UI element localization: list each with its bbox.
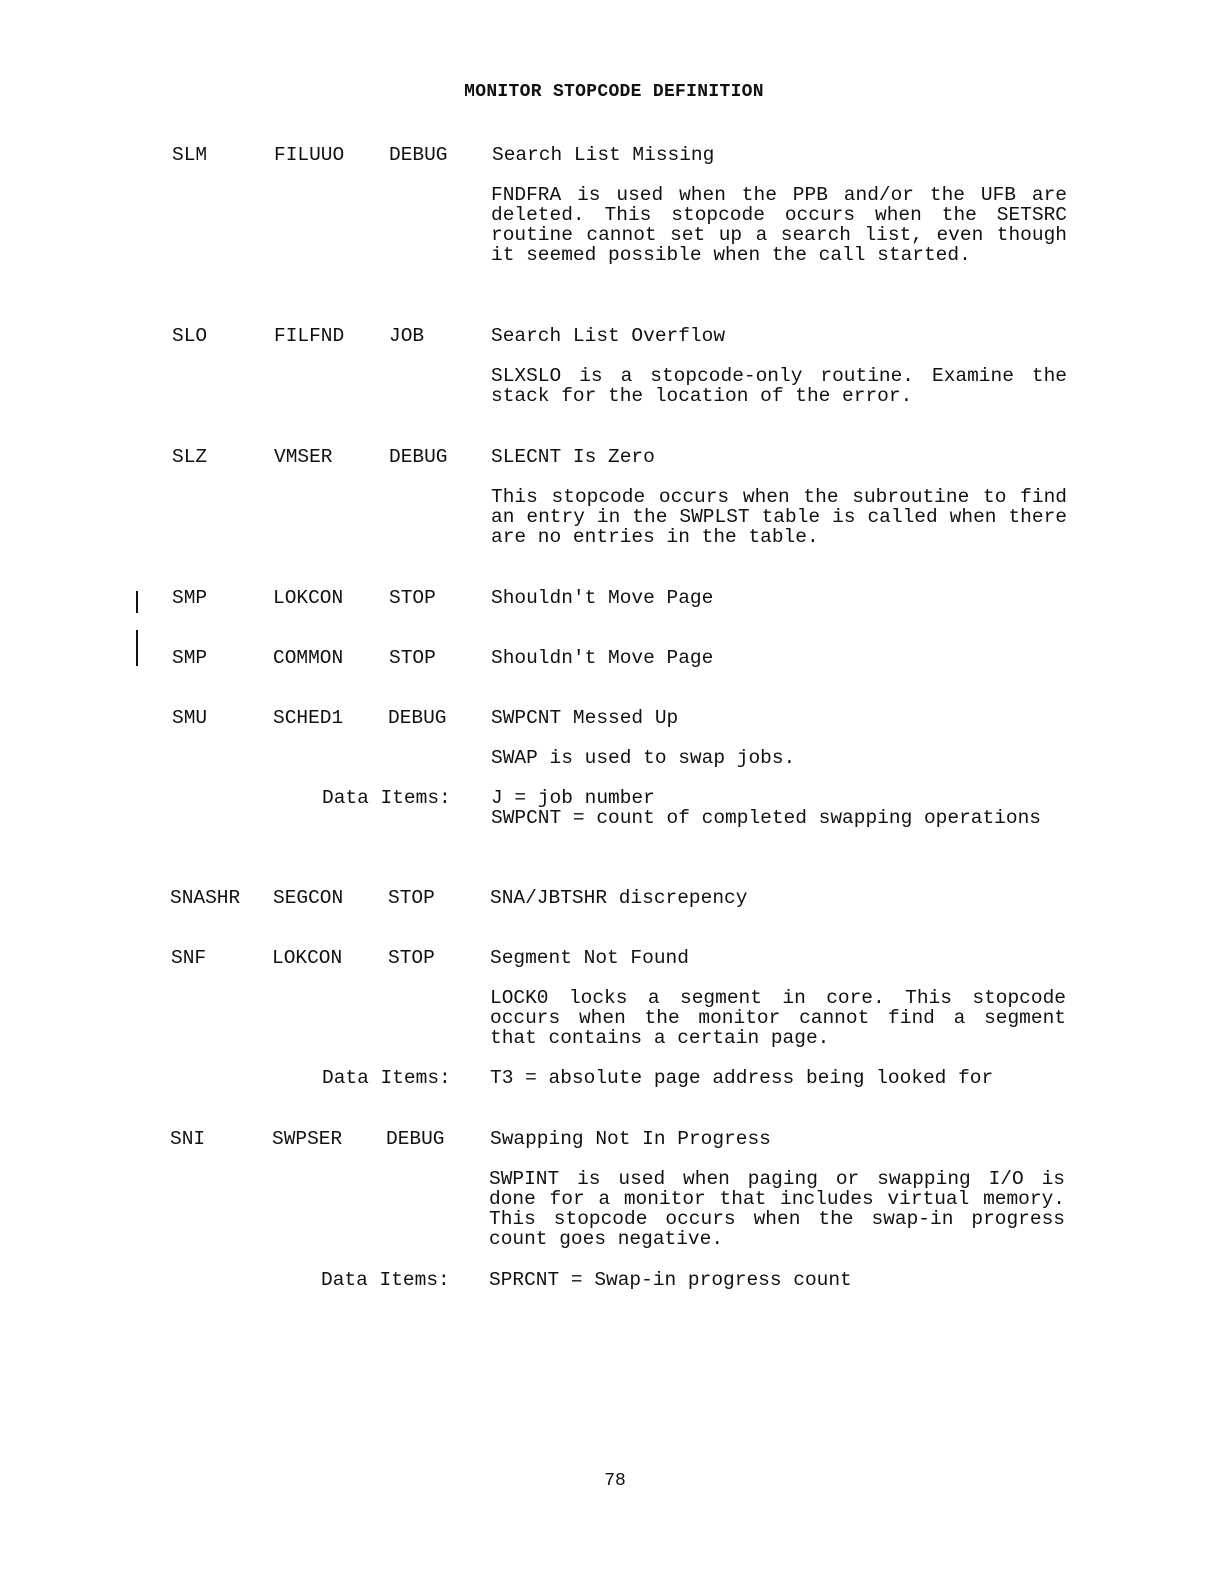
stopcode-name: SWPCNT Messed Up <box>491 707 679 729</box>
stopcode-module: VMSER <box>274 446 333 468</box>
stopcode-code: SMP <box>172 587 208 609</box>
stopcode-module: COMMON <box>273 647 344 669</box>
stopcode-type: STOP <box>388 887 435 909</box>
stopcode-code: SMU <box>172 707 208 729</box>
stopcode-type: DEBUG <box>389 446 448 468</box>
stopcode-description: SWPINT is used when paging or swapping I/O is done for a monitor that includes virtual memory. This stopcode occurs when the swap-in progress count goes negative. <box>489 1168 1065 1250</box>
data-items-label: Data Items: <box>322 1067 451 1089</box>
stopcode-name: Search List Overflow <box>491 325 726 347</box>
page-title: MONITOR STOPCODE DEFINITION <box>464 82 764 102</box>
stopcode-description: This stopcode occurs when the subroutine to find an entry in the SWPLST table is called when there are no entries in the table. <box>491 486 1067 548</box>
stopcode-description: SWAP is used to swap jobs. <box>491 747 796 769</box>
stopcode-name: Segment Not Found <box>490 947 689 969</box>
stopcode-description: LOCK0 locks a segment in core. This stopcode occurs when the monitor cannot find a segment that contains a certain page. <box>490 987 1066 1049</box>
change-bar <box>136 591 138 613</box>
stopcode-code: SLO <box>172 325 208 347</box>
data-item: SPRCNT = Swap-in progress count <box>489 1269 852 1291</box>
stopcode-type: STOP <box>389 647 436 669</box>
stopcode-module: LOKCON <box>272 947 343 969</box>
stopcode-type: STOP <box>388 947 435 969</box>
data-item: J = job number <box>491 787 655 809</box>
stopcode-name: Shouldn't Move Page <box>491 647 714 669</box>
stopcode-type: DEBUG <box>388 707 447 729</box>
stopcode-module: FILFND <box>274 325 345 347</box>
page-number: 78 <box>604 1471 626 1491</box>
stopcode-module: SCHED1 <box>273 707 344 729</box>
stopcode-code: SNASHR <box>170 887 241 909</box>
change-bar <box>136 630 138 666</box>
stopcode-name: SNA/JBTSHR discrepency <box>490 887 748 909</box>
stopcode-type: DEBUG <box>389 144 448 166</box>
stopcode-code: SMP <box>172 647 208 669</box>
stopcode-name: Search List Missing <box>492 144 715 166</box>
stopcode-type: STOP <box>389 587 436 609</box>
stopcode-module: SWPSER <box>272 1128 343 1150</box>
stopcode-code: SLM <box>172 144 208 166</box>
stopcode-code: SLZ <box>172 446 208 468</box>
stopcode-type: DEBUG <box>386 1128 445 1150</box>
stopcode-code: SNI <box>170 1128 206 1150</box>
stopcode-name: Shouldn't Move Page <box>491 587 714 609</box>
data-item: SWPCNT = count of completed swapping operations <box>491 807 1041 829</box>
data-items-label: Data Items: <box>322 787 451 809</box>
data-item: T3 = absolute page address being looked for <box>490 1067 994 1089</box>
stopcode-code: SNF <box>171 947 207 969</box>
data-items-label: Data Items: <box>321 1269 450 1291</box>
stopcode-module: FILUUO <box>274 144 345 166</box>
stopcode-module: SEGCON <box>273 887 344 909</box>
stopcode-type: JOB <box>389 325 425 347</box>
stopcode-description: FNDFRA is used when the PPB and/or the UFB are deleted. This stopcode occurs when the SETSRC routine cannot set up a search list, even though it seemed possible when the call started. <box>491 184 1067 266</box>
stopcode-name: Swapping Not In Progress <box>490 1128 771 1150</box>
stopcode-description: SLXSLO is a stopcode-only routine. Examine the stack for the location of the error. <box>491 365 1067 407</box>
stopcode-module: LOKCON <box>273 587 344 609</box>
stopcode-name: SLECNT Is Zero <box>491 446 655 468</box>
